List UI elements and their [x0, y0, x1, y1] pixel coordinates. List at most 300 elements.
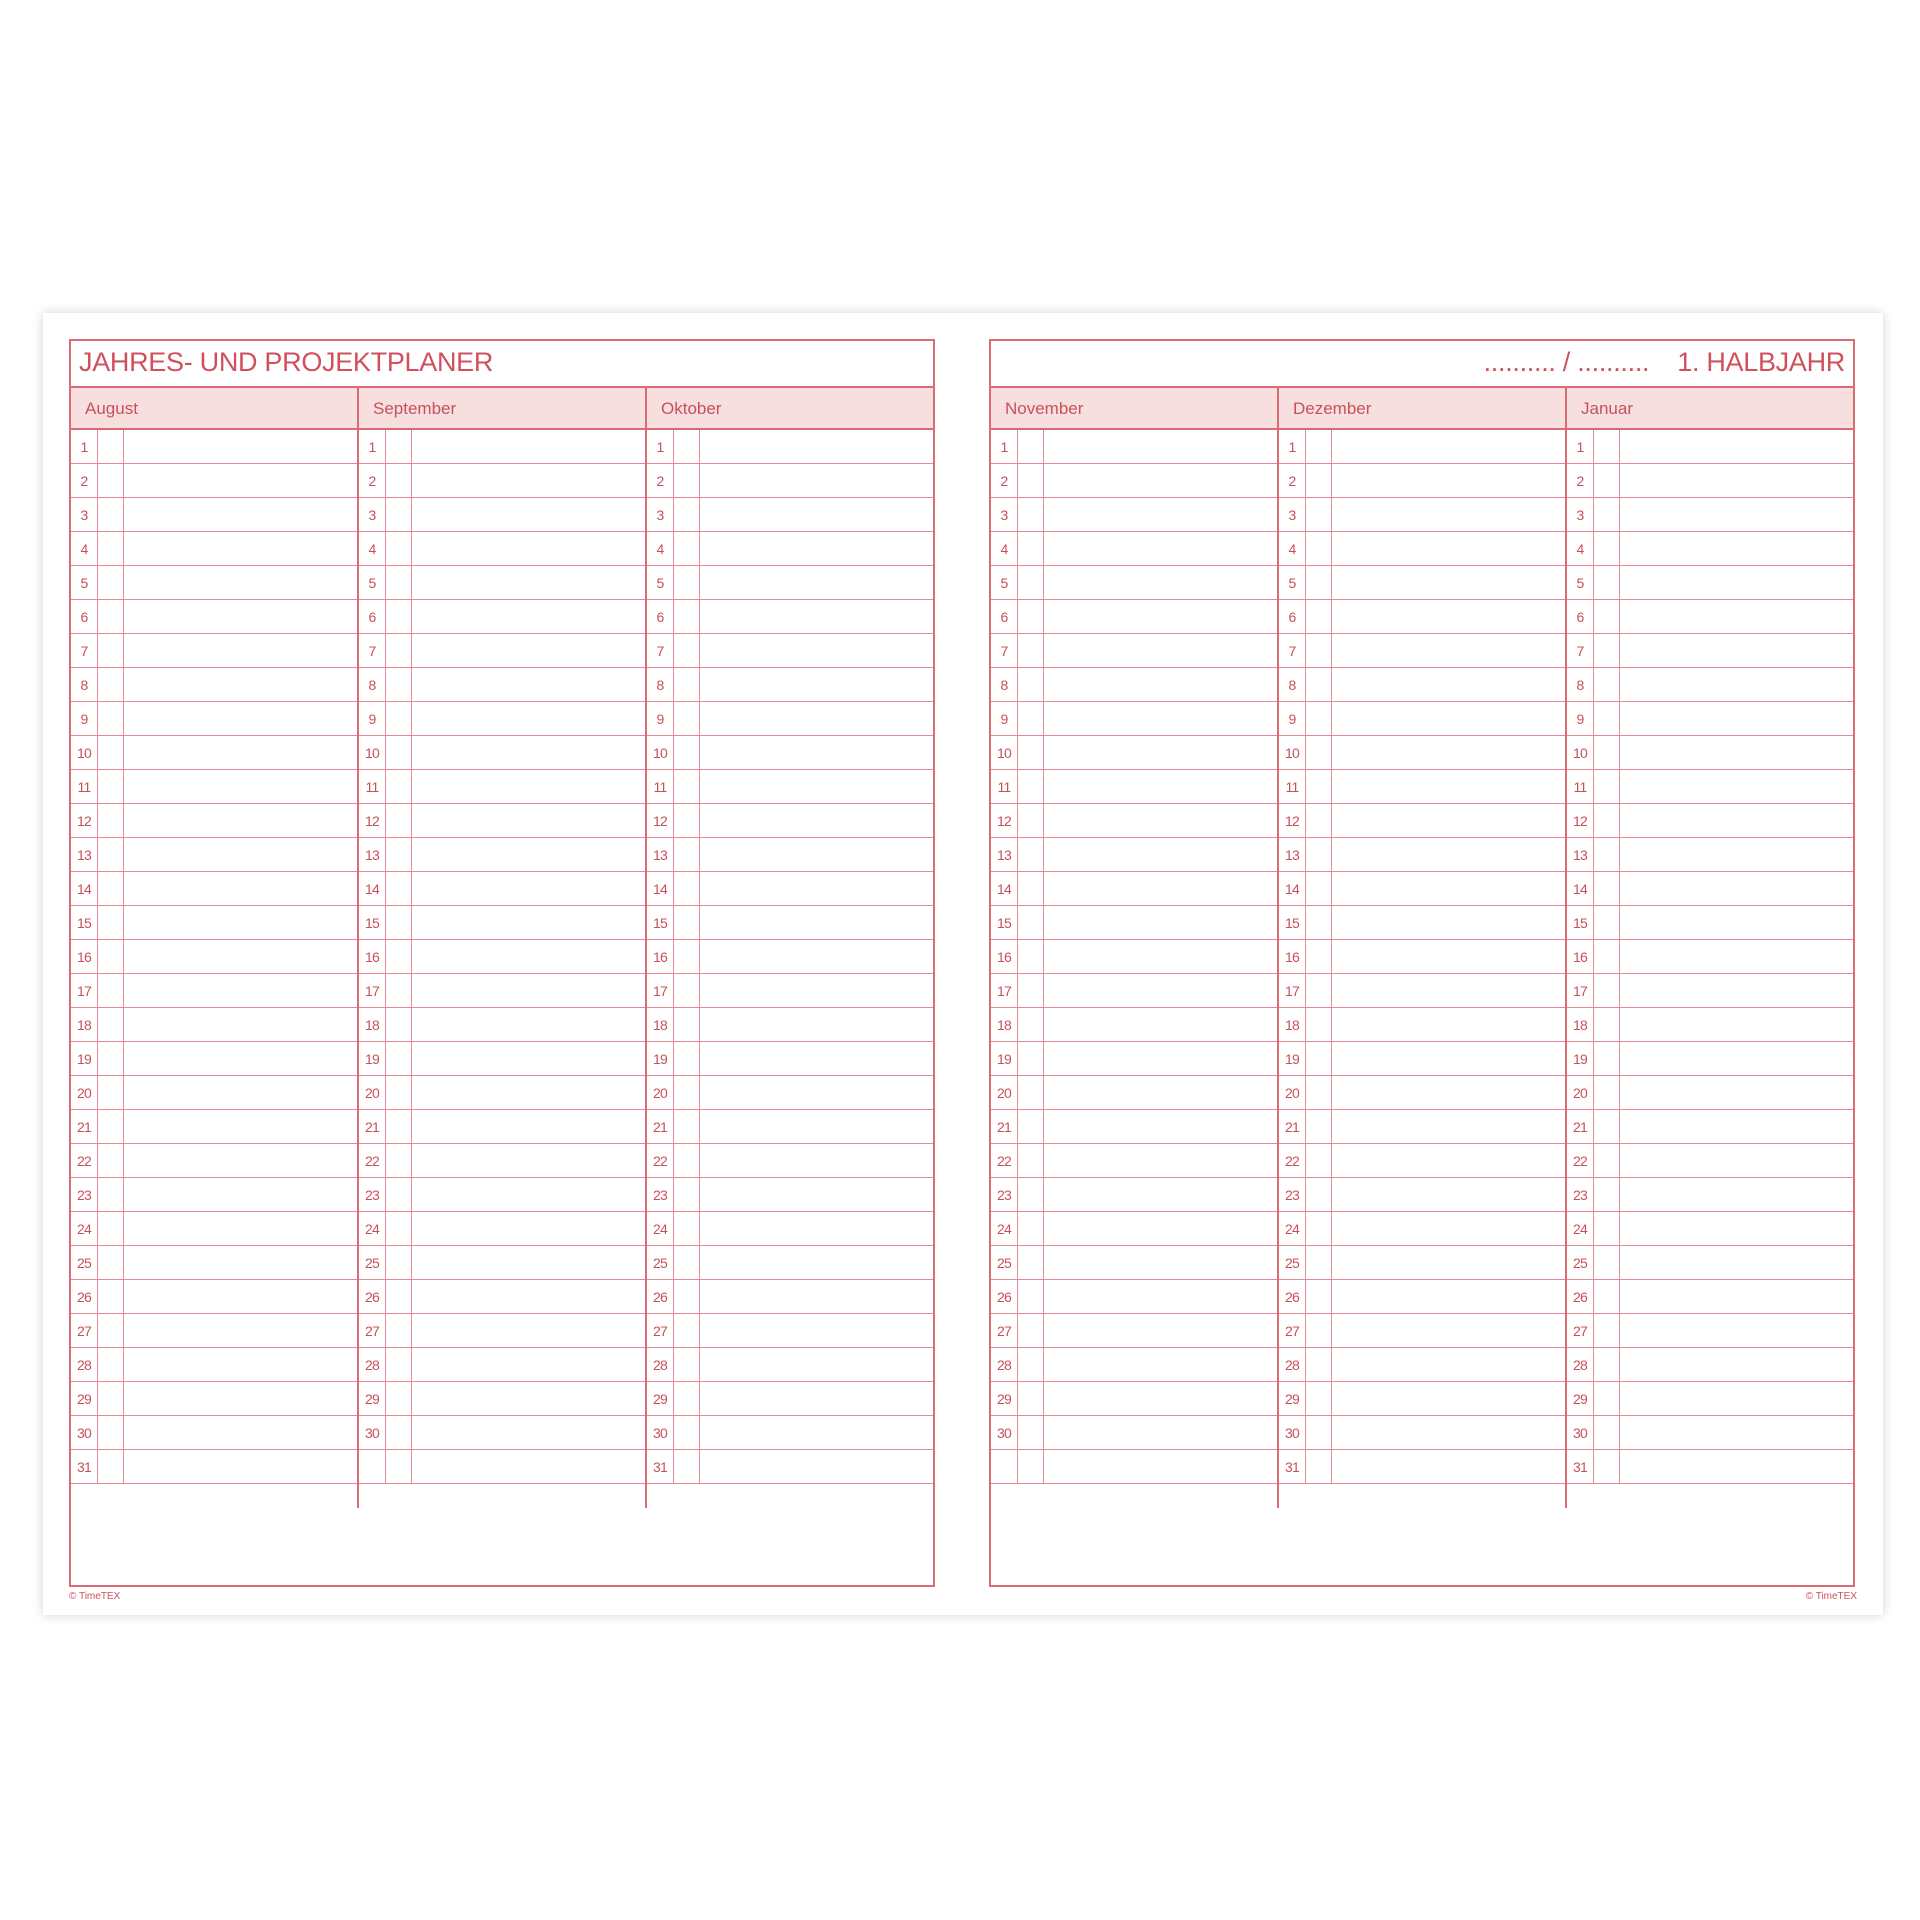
- day-row[interactable]: [1279, 1314, 1565, 1348]
- day-note-cell[interactable]: [1620, 634, 1853, 667]
- day-mark-cell[interactable]: [1594, 872, 1620, 905]
- day-mark-cell[interactable]: [386, 1042, 412, 1075]
- day-note-cell[interactable]: [124, 634, 357, 667]
- day-row[interactable]: [647, 634, 933, 668]
- day-note-cell[interactable]: [412, 838, 645, 871]
- day-mark-cell[interactable]: [674, 464, 700, 497]
- day-mark-cell[interactable]: [386, 1450, 412, 1483]
- day-note-cell[interactable]: [124, 804, 357, 837]
- day-row[interactable]: [359, 770, 645, 804]
- day-row[interactable]: [71, 940, 357, 974]
- day-mark-cell[interactable]: [98, 1280, 124, 1313]
- day-note-cell[interactable]: [1620, 1314, 1853, 1347]
- day-row[interactable]: [991, 1246, 1277, 1280]
- day-note-cell[interactable]: [1332, 1212, 1565, 1245]
- day-mark-cell[interactable]: [1018, 702, 1044, 735]
- day-note-cell[interactable]: [1044, 1450, 1277, 1483]
- day-row[interactable]: [1567, 1416, 1853, 1450]
- day-row[interactable]: [1567, 1076, 1853, 1110]
- day-note-cell[interactable]: [124, 532, 357, 565]
- day-row[interactable]: [1567, 634, 1853, 668]
- day-row[interactable]: [991, 1348, 1277, 1382]
- day-mark-cell[interactable]: [98, 872, 124, 905]
- day-row[interactable]: [71, 804, 357, 838]
- day-row[interactable]: [1279, 464, 1565, 498]
- day-row[interactable]: [359, 1416, 645, 1450]
- day-row[interactable]: [71, 770, 357, 804]
- day-note-cell[interactable]: [700, 1416, 933, 1449]
- day-note-cell[interactable]: [412, 1246, 645, 1279]
- day-row[interactable]: [647, 1280, 933, 1314]
- day-row[interactable]: [647, 1144, 933, 1178]
- day-row[interactable]: [647, 974, 933, 1008]
- day-mark-cell[interactable]: [1306, 974, 1332, 1007]
- day-note-cell[interactable]: [1332, 1008, 1565, 1041]
- day-mark-cell[interactable]: [1018, 464, 1044, 497]
- day-row[interactable]: [1279, 532, 1565, 566]
- day-row[interactable]: [71, 1416, 357, 1450]
- day-note-cell[interactable]: [700, 566, 933, 599]
- day-note-cell[interactable]: [700, 634, 933, 667]
- day-note-cell[interactable]: [1332, 1314, 1565, 1347]
- day-row[interactable]: [647, 1450, 933, 1484]
- day-mark-cell[interactable]: [1018, 498, 1044, 531]
- day-mark-cell[interactable]: [98, 1348, 124, 1381]
- day-row[interactable]: [71, 1450, 357, 1484]
- day-mark-cell[interactable]: [674, 634, 700, 667]
- day-note-cell[interactable]: [1044, 736, 1277, 769]
- day-note-cell[interactable]: [1620, 702, 1853, 735]
- day-mark-cell[interactable]: [1018, 1144, 1044, 1177]
- day-row[interactable]: [71, 634, 357, 668]
- day-row[interactable]: [71, 464, 357, 498]
- day-mark-cell[interactable]: [1594, 1246, 1620, 1279]
- day-row[interactable]: [991, 1008, 1277, 1042]
- day-row[interactable]: [991, 566, 1277, 600]
- day-note-cell[interactable]: [1332, 634, 1565, 667]
- day-note-cell[interactable]: [700, 1314, 933, 1347]
- day-row[interactable]: [71, 600, 357, 634]
- day-note-cell[interactable]: [124, 1246, 357, 1279]
- day-mark-cell[interactable]: [674, 1076, 700, 1109]
- day-note-cell[interactable]: [1620, 532, 1853, 565]
- day-row[interactable]: [359, 1280, 645, 1314]
- day-mark-cell[interactable]: [386, 1246, 412, 1279]
- day-note-cell[interactable]: [1044, 430, 1277, 463]
- day-note-cell[interactable]: [1044, 770, 1277, 803]
- day-mark-cell[interactable]: [98, 1212, 124, 1245]
- day-mark-cell[interactable]: [386, 804, 412, 837]
- day-note-cell[interactable]: [124, 430, 357, 463]
- day-mark-cell[interactable]: [1306, 1008, 1332, 1041]
- day-mark-cell[interactable]: [1306, 1246, 1332, 1279]
- day-row[interactable]: [359, 940, 645, 974]
- day-mark-cell[interactable]: [98, 1008, 124, 1041]
- day-mark-cell[interactable]: [1018, 1416, 1044, 1449]
- day-row[interactable]: [1567, 872, 1853, 906]
- day-note-cell[interactable]: [1620, 498, 1853, 531]
- day-note-cell[interactable]: [124, 872, 357, 905]
- day-note-cell[interactable]: [700, 1382, 933, 1415]
- day-note-cell[interactable]: [1332, 702, 1565, 735]
- day-mark-cell[interactable]: [1306, 668, 1332, 701]
- day-note-cell[interactable]: [1044, 1382, 1277, 1415]
- day-mark-cell[interactable]: [1306, 1178, 1332, 1211]
- day-note-cell[interactable]: [1044, 668, 1277, 701]
- day-mark-cell[interactable]: [1306, 1450, 1332, 1483]
- day-row[interactable]: [1279, 1246, 1565, 1280]
- day-row[interactable]: [647, 1212, 933, 1246]
- day-mark-cell[interactable]: [1018, 1042, 1044, 1075]
- day-row[interactable]: [1567, 838, 1853, 872]
- day-row[interactable]: [991, 906, 1277, 940]
- day-note-cell[interactable]: [412, 702, 645, 735]
- day-row[interactable]: [1567, 804, 1853, 838]
- day-note-cell[interactable]: [1332, 1178, 1565, 1211]
- day-row[interactable]: [1567, 1144, 1853, 1178]
- day-mark-cell[interactable]: [386, 430, 412, 463]
- day-mark-cell[interactable]: [1018, 600, 1044, 633]
- day-row[interactable]: [71, 1314, 357, 1348]
- day-row[interactable]: [647, 532, 933, 566]
- day-mark-cell[interactable]: [674, 1144, 700, 1177]
- day-row[interactable]: [991, 1076, 1277, 1110]
- day-mark-cell[interactable]: [1018, 1110, 1044, 1143]
- day-mark-cell[interactable]: [1306, 702, 1332, 735]
- day-row[interactable]: [647, 804, 933, 838]
- day-mark-cell[interactable]: [1306, 770, 1332, 803]
- day-mark-cell[interactable]: [1018, 430, 1044, 463]
- day-mark-cell[interactable]: [1594, 1348, 1620, 1381]
- day-row[interactable]: [1567, 940, 1853, 974]
- day-note-cell[interactable]: [700, 1144, 933, 1177]
- day-row[interactable]: [991, 838, 1277, 872]
- day-row[interactable]: [359, 1246, 645, 1280]
- day-mark-cell[interactable]: [1018, 872, 1044, 905]
- day-note-cell[interactable]: [700, 1178, 933, 1211]
- day-note-cell[interactable]: [412, 906, 645, 939]
- day-note-cell[interactable]: [412, 1110, 645, 1143]
- day-note-cell[interactable]: [124, 1042, 357, 1075]
- day-mark-cell[interactable]: [1594, 940, 1620, 973]
- day-note-cell[interactable]: [700, 498, 933, 531]
- day-row[interactable]: [1279, 668, 1565, 702]
- day-note-cell[interactable]: [124, 668, 357, 701]
- day-row[interactable]: [1567, 1246, 1853, 1280]
- day-note-cell[interactable]: [1620, 1212, 1853, 1245]
- day-note-cell[interactable]: [1620, 736, 1853, 769]
- day-row[interactable]: [359, 1348, 645, 1382]
- day-note-cell[interactable]: [1620, 1348, 1853, 1381]
- day-mark-cell[interactable]: [1306, 532, 1332, 565]
- day-mark-cell[interactable]: [1018, 770, 1044, 803]
- day-row[interactable]: [647, 566, 933, 600]
- day-mark-cell[interactable]: [98, 566, 124, 599]
- day-mark-cell[interactable]: [1018, 1348, 1044, 1381]
- day-mark-cell[interactable]: [674, 498, 700, 531]
- day-row[interactable]: [991, 940, 1277, 974]
- day-row[interactable]: [359, 1178, 645, 1212]
- day-note-cell[interactable]: [1620, 1076, 1853, 1109]
- day-mark-cell[interactable]: [98, 1178, 124, 1211]
- day-row[interactable]: [1279, 872, 1565, 906]
- day-mark-cell[interactable]: [1594, 1008, 1620, 1041]
- day-note-cell[interactable]: [1044, 1076, 1277, 1109]
- day-note-cell[interactable]: [1620, 1042, 1853, 1075]
- day-note-cell[interactable]: [1044, 804, 1277, 837]
- day-row[interactable]: [359, 668, 645, 702]
- day-mark-cell[interactable]: [1306, 430, 1332, 463]
- day-note-cell[interactable]: [412, 1212, 645, 1245]
- day-mark-cell[interactable]: [1594, 1450, 1620, 1483]
- day-note-cell[interactable]: [1620, 464, 1853, 497]
- day-row[interactable]: [991, 1144, 1277, 1178]
- day-row[interactable]: [71, 1076, 357, 1110]
- day-mark-cell[interactable]: [386, 838, 412, 871]
- day-row[interactable]: [647, 1110, 933, 1144]
- day-row[interactable]: [1567, 702, 1853, 736]
- day-mark-cell[interactable]: [674, 906, 700, 939]
- day-mark-cell[interactable]: [1594, 804, 1620, 837]
- day-row[interactable]: [647, 1416, 933, 1450]
- day-note-cell[interactable]: [1332, 838, 1565, 871]
- day-row[interactable]: [71, 974, 357, 1008]
- day-row[interactable]: [991, 464, 1277, 498]
- day-mark-cell[interactable]: [1306, 1042, 1332, 1075]
- day-note-cell[interactable]: [412, 736, 645, 769]
- day-note-cell[interactable]: [1044, 838, 1277, 871]
- day-mark-cell[interactable]: [1018, 532, 1044, 565]
- day-row[interactable]: [71, 430, 357, 464]
- day-mark-cell[interactable]: [98, 906, 124, 939]
- day-note-cell[interactable]: [412, 464, 645, 497]
- day-mark-cell[interactable]: [386, 974, 412, 1007]
- day-row[interactable]: [359, 872, 645, 906]
- day-mark-cell[interactable]: [674, 600, 700, 633]
- day-mark-cell[interactable]: [1018, 906, 1044, 939]
- day-mark-cell[interactable]: [674, 804, 700, 837]
- day-mark-cell[interactable]: [1594, 668, 1620, 701]
- day-note-cell[interactable]: [1620, 872, 1853, 905]
- day-mark-cell[interactable]: [98, 1450, 124, 1483]
- day-mark-cell[interactable]: [1594, 1314, 1620, 1347]
- day-note-cell[interactable]: [1044, 498, 1277, 531]
- day-row[interactable]: [71, 906, 357, 940]
- day-mark-cell[interactable]: [386, 872, 412, 905]
- day-row[interactable]: [1567, 1110, 1853, 1144]
- day-mark-cell[interactable]: [386, 464, 412, 497]
- day-row[interactable]: [71, 1042, 357, 1076]
- day-mark-cell[interactable]: [1306, 1382, 1332, 1415]
- day-mark-cell[interactable]: [674, 702, 700, 735]
- day-row[interactable]: [647, 872, 933, 906]
- day-row[interactable]: [991, 1178, 1277, 1212]
- day-row[interactable]: [359, 464, 645, 498]
- day-note-cell[interactable]: [412, 566, 645, 599]
- day-row[interactable]: [71, 566, 357, 600]
- day-note-cell[interactable]: [412, 532, 645, 565]
- day-mark-cell[interactable]: [98, 1416, 124, 1449]
- day-mark-cell[interactable]: [674, 668, 700, 701]
- day-mark-cell[interactable]: [1306, 1416, 1332, 1449]
- day-row[interactable]: [359, 498, 645, 532]
- day-note-cell[interactable]: [1332, 600, 1565, 633]
- day-mark-cell[interactable]: [1018, 1008, 1044, 1041]
- day-mark-cell[interactable]: [1018, 1382, 1044, 1415]
- day-row[interactable]: [1567, 1450, 1853, 1484]
- day-mark-cell[interactable]: [674, 566, 700, 599]
- day-note-cell[interactable]: [1332, 532, 1565, 565]
- day-mark-cell[interactable]: [1594, 498, 1620, 531]
- day-mark-cell[interactable]: [674, 430, 700, 463]
- day-row[interactable]: [71, 1246, 357, 1280]
- day-row[interactable]: [71, 1008, 357, 1042]
- day-row[interactable]: [991, 1042, 1277, 1076]
- day-note-cell[interactable]: [412, 1008, 645, 1041]
- day-mark-cell[interactable]: [674, 1042, 700, 1075]
- day-note-cell[interactable]: [412, 668, 645, 701]
- day-note-cell[interactable]: [1044, 974, 1277, 1007]
- day-row[interactable]: [647, 1314, 933, 1348]
- day-note-cell[interactable]: [1332, 804, 1565, 837]
- day-note-cell[interactable]: [1620, 906, 1853, 939]
- day-note-cell[interactable]: [1620, 1450, 1853, 1483]
- day-note-cell[interactable]: [1044, 532, 1277, 565]
- day-row[interactable]: [647, 1382, 933, 1416]
- day-mark-cell[interactable]: [98, 430, 124, 463]
- day-note-cell[interactable]: [1620, 668, 1853, 701]
- day-note-cell[interactable]: [124, 1416, 357, 1449]
- day-row[interactable]: [991, 770, 1277, 804]
- day-note-cell[interactable]: [412, 1042, 645, 1075]
- day-mark-cell[interactable]: [386, 532, 412, 565]
- day-note-cell[interactable]: [412, 1076, 645, 1109]
- day-mark-cell[interactable]: [1306, 464, 1332, 497]
- day-mark-cell[interactable]: [674, 1314, 700, 1347]
- day-note-cell[interactable]: [1332, 668, 1565, 701]
- day-note-cell[interactable]: [412, 1178, 645, 1211]
- day-mark-cell[interactable]: [674, 736, 700, 769]
- day-note-cell[interactable]: [1044, 566, 1277, 599]
- day-mark-cell[interactable]: [386, 1178, 412, 1211]
- day-mark-cell[interactable]: [98, 1382, 124, 1415]
- day-mark-cell[interactable]: [98, 1144, 124, 1177]
- day-mark-cell[interactable]: [386, 770, 412, 803]
- day-row[interactable]: [71, 702, 357, 736]
- day-row[interactable]: [1279, 770, 1565, 804]
- day-row[interactable]: [1567, 1178, 1853, 1212]
- day-note-cell[interactable]: [1332, 464, 1565, 497]
- day-note-cell[interactable]: [700, 906, 933, 939]
- day-row[interactable]: [991, 430, 1277, 464]
- day-mark-cell[interactable]: [1594, 736, 1620, 769]
- day-note-cell[interactable]: [1044, 872, 1277, 905]
- day-row[interactable]: [359, 1144, 645, 1178]
- day-note-cell[interactable]: [1620, 1382, 1853, 1415]
- day-note-cell[interactable]: [700, 804, 933, 837]
- day-row[interactable]: [647, 1076, 933, 1110]
- day-mark-cell[interactable]: [98, 770, 124, 803]
- day-row[interactable]: [647, 940, 933, 974]
- day-mark-cell[interactable]: [1018, 940, 1044, 973]
- day-row[interactable]: [359, 566, 645, 600]
- day-note-cell[interactable]: [1620, 1144, 1853, 1177]
- day-mark-cell[interactable]: [1018, 1280, 1044, 1313]
- day-note-cell[interactable]: [700, 1008, 933, 1041]
- day-mark-cell[interactable]: [1594, 430, 1620, 463]
- day-row[interactable]: [71, 1178, 357, 1212]
- day-note-cell[interactable]: [412, 1382, 645, 1415]
- day-mark-cell[interactable]: [1594, 634, 1620, 667]
- day-note-cell[interactable]: [700, 668, 933, 701]
- day-note-cell[interactable]: [700, 1110, 933, 1143]
- day-row[interactable]: [71, 1110, 357, 1144]
- day-row[interactable]: [647, 702, 933, 736]
- day-note-cell[interactable]: [1332, 940, 1565, 973]
- day-row[interactable]: [1567, 1042, 1853, 1076]
- day-mark-cell[interactable]: [386, 1076, 412, 1109]
- day-row[interactable]: [71, 838, 357, 872]
- day-note-cell[interactable]: [1332, 906, 1565, 939]
- day-mark-cell[interactable]: [386, 1212, 412, 1245]
- day-mark-cell[interactable]: [1306, 1314, 1332, 1347]
- day-note-cell[interactable]: [1044, 600, 1277, 633]
- day-row[interactable]: [991, 974, 1277, 1008]
- day-mark-cell[interactable]: [1018, 1246, 1044, 1279]
- day-mark-cell[interactable]: [674, 974, 700, 1007]
- day-note-cell[interactable]: [1044, 702, 1277, 735]
- day-mark-cell[interactable]: [1306, 600, 1332, 633]
- day-note-cell[interactable]: [700, 1450, 933, 1483]
- day-row[interactable]: [647, 906, 933, 940]
- day-note-cell[interactable]: [1332, 1382, 1565, 1415]
- day-row[interactable]: [991, 804, 1277, 838]
- day-note-cell[interactable]: [1044, 1144, 1277, 1177]
- day-note-cell[interactable]: [1044, 1280, 1277, 1313]
- day-row[interactable]: [647, 600, 933, 634]
- day-note-cell[interactable]: [1620, 1280, 1853, 1313]
- day-mark-cell[interactable]: [674, 838, 700, 871]
- day-note-cell[interactable]: [700, 838, 933, 871]
- day-mark-cell[interactable]: [1306, 736, 1332, 769]
- day-row[interactable]: [991, 1110, 1277, 1144]
- day-note-cell[interactable]: [124, 1314, 357, 1347]
- day-note-cell[interactable]: [700, 1246, 933, 1279]
- day-row[interactable]: [991, 872, 1277, 906]
- day-note-cell[interactable]: [1332, 1450, 1565, 1483]
- day-note-cell[interactable]: [1620, 1416, 1853, 1449]
- day-mark-cell[interactable]: [1018, 1076, 1044, 1109]
- day-mark-cell[interactable]: [1594, 770, 1620, 803]
- day-mark-cell[interactable]: [1594, 702, 1620, 735]
- day-row[interactable]: [359, 702, 645, 736]
- day-note-cell[interactable]: [1044, 1246, 1277, 1279]
- day-mark-cell[interactable]: [98, 464, 124, 497]
- day-row[interactable]: [71, 872, 357, 906]
- day-note-cell[interactable]: [1044, 1314, 1277, 1347]
- day-row[interactable]: [1567, 532, 1853, 566]
- day-mark-cell[interactable]: [386, 1314, 412, 1347]
- day-mark-cell[interactable]: [674, 940, 700, 973]
- day-mark-cell[interactable]: [386, 906, 412, 939]
- day-mark-cell[interactable]: [1018, 1450, 1044, 1483]
- day-row[interactable]: [647, 668, 933, 702]
- day-note-cell[interactable]: [1620, 838, 1853, 871]
- day-row[interactable]: [1279, 1144, 1565, 1178]
- day-mark-cell[interactable]: [1018, 974, 1044, 1007]
- day-row[interactable]: [359, 1008, 645, 1042]
- day-note-cell[interactable]: [1620, 1008, 1853, 1041]
